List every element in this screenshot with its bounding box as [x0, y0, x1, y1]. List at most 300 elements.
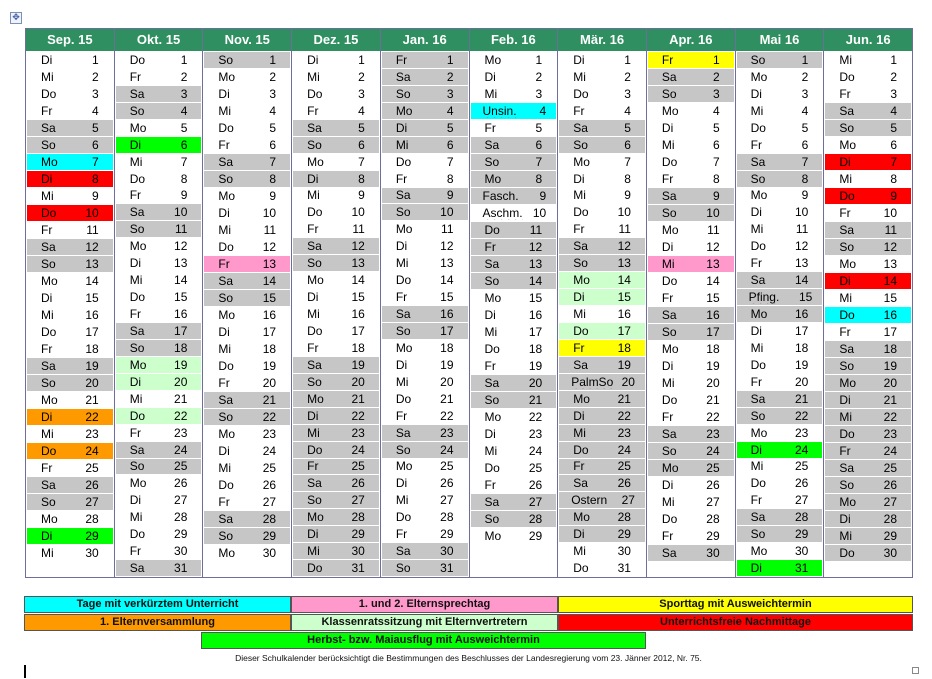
day-cell: [204, 120, 290, 137]
day-cell: [293, 272, 379, 289]
day-cell: [471, 290, 557, 307]
weekday-label: So: [484, 393, 500, 407]
day-number: 18: [351, 340, 365, 355]
weekday-label: Do: [307, 86, 323, 101]
day-cell: [382, 492, 468, 509]
day-number: 25: [617, 459, 631, 474]
day-number: 2: [180, 69, 188, 84]
weekday-label: Do: [395, 273, 412, 288]
weekday-label: Sa: [218, 512, 234, 526]
day-cell: [825, 375, 911, 392]
day-cell: [293, 188, 379, 205]
day-cell: [293, 238, 379, 255]
day-number: 21: [440, 391, 454, 406]
day-cell: [382, 204, 468, 221]
day-number: 12: [528, 240, 543, 254]
weekday-label: Sa: [661, 546, 677, 560]
day-number: 4: [712, 104, 720, 118]
day-cell: [293, 221, 379, 238]
day-number: 3: [535, 87, 543, 101]
weekday-label: Sa: [573, 120, 588, 135]
weekday-label: Di: [839, 274, 851, 288]
weekday-label: Di: [307, 290, 319, 305]
weekday-label: Sa: [307, 357, 322, 372]
day-cell: [559, 408, 645, 425]
day-cell: [648, 86, 734, 103]
day-number: 30: [440, 544, 454, 559]
day-number: 30: [262, 546, 277, 560]
weekday-label: Mo: [218, 189, 236, 203]
day-number: 14: [706, 274, 720, 288]
day-cell: [293, 52, 379, 69]
day-cell: [471, 460, 557, 477]
weekday-label: Do: [484, 223, 500, 237]
day-cell: [737, 52, 823, 69]
day-cell: [116, 475, 202, 492]
day-cell: [382, 357, 468, 374]
day-cell: [116, 171, 202, 188]
weekday-label: So: [839, 121, 855, 135]
day-cell: [648, 205, 734, 222]
weekday-label: Sa: [661, 70, 677, 84]
day-cell: [737, 154, 823, 171]
day-number: 17: [440, 323, 454, 338]
weekday-label: Di: [395, 357, 408, 372]
day-cell: [204, 528, 290, 545]
weekday-label: Do: [41, 325, 57, 339]
day-cell: [382, 188, 468, 205]
weekday-label: Di: [395, 120, 408, 135]
day-number: 27: [174, 493, 188, 508]
month-column: [291, 29, 380, 577]
day-number: 1: [712, 53, 720, 67]
day-cell: [116, 560, 202, 577]
day-cell: [293, 560, 379, 577]
day-number: 18: [528, 342, 543, 356]
weekday-label: Fr: [484, 478, 496, 492]
day-number: 2: [358, 69, 365, 84]
weekday-label: Sa: [839, 342, 855, 356]
day-number: 18: [85, 342, 99, 356]
day-number: 2: [269, 70, 277, 84]
weekday-label: Mi: [750, 340, 764, 355]
weekday-label: Mi: [129, 510, 143, 525]
day-number: 10: [532, 206, 547, 220]
day-cell: [825, 188, 911, 205]
day-number: 14: [883, 274, 898, 288]
day-cell: [204, 460, 290, 477]
weekday-label: Sa: [41, 359, 56, 373]
day-cell: [825, 120, 911, 137]
weekday-label: Mo: [307, 510, 324, 525]
day-number: 11: [263, 223, 277, 237]
day-number: 5: [358, 120, 365, 135]
day-cell: [559, 306, 645, 323]
day-cell: [825, 528, 911, 545]
day-cell: [825, 392, 911, 409]
weekday-label: Mi: [661, 495, 675, 509]
footnote: Dieser Schulkalender berücksichtigt die Bestimmungen des Beschlusses der Landesregierung vom 23. Jänner 2012, Nr. 75.: [235, 653, 702, 663]
day-cell: [559, 52, 645, 69]
day-number: 9: [890, 189, 898, 203]
weekday-label: Do: [218, 359, 234, 373]
day-cell: [471, 86, 557, 103]
weekday-label: Fr: [484, 121, 496, 135]
day-number: 19: [174, 357, 188, 372]
day-number: 10: [351, 205, 365, 220]
weekday-label: Fr: [750, 493, 762, 508]
weekday-label: Di: [218, 325, 230, 339]
day-cell: [116, 323, 202, 340]
day-number: 1: [890, 53, 898, 67]
day-number: 3: [180, 86, 188, 101]
weekday-label: Sa: [839, 223, 855, 237]
weekday-label: Mi: [573, 544, 586, 559]
day-number: 2: [535, 70, 543, 84]
day-cell: [825, 137, 911, 154]
weekday-label: Mi: [41, 189, 54, 203]
day-cell: [27, 256, 113, 273]
day-cell: [825, 477, 911, 494]
day-cell: [559, 391, 645, 408]
day-number: 12: [174, 239, 188, 254]
weekday-label: PalmSo: [571, 374, 613, 389]
day-number: 10: [440, 205, 454, 220]
day-cell: [27, 409, 113, 426]
weekday-label: Mi: [395, 374, 409, 389]
day-number: 26: [794, 476, 809, 491]
weekday-label: Fr: [307, 222, 319, 237]
day-cell: [204, 545, 290, 562]
weekday-label: Fr: [484, 240, 496, 254]
day-number: 6: [180, 137, 188, 152]
day-number: 26: [262, 478, 277, 492]
day-cell: [648, 409, 734, 426]
day-cell: [116, 238, 202, 255]
day-number: 7: [712, 155, 720, 169]
weekday-label: Di: [750, 442, 762, 457]
day-cell: [737, 221, 823, 238]
weekday-label: Fr: [307, 340, 319, 355]
weekday-label: Di: [307, 52, 319, 67]
day-cell: [293, 69, 379, 86]
day-cell: [116, 154, 202, 171]
day-cell: [27, 171, 113, 188]
day-number: 2: [624, 69, 631, 84]
day-cell: [293, 289, 379, 306]
day-cell: [204, 69, 290, 86]
day-cell: [737, 492, 823, 509]
weekday-label: Do: [750, 357, 766, 372]
weekday-label: Di: [484, 70, 496, 84]
day-number: 27: [528, 495, 543, 509]
day-cell: [382, 391, 468, 408]
day-number: 9: [539, 189, 547, 203]
day-number: 7: [446, 154, 454, 169]
day-cell: [648, 171, 734, 188]
month-header: Dez. 15: [292, 29, 380, 52]
day-number: 21: [617, 391, 631, 406]
day-number: 16: [528, 308, 543, 322]
day-number: 20: [621, 374, 635, 389]
weekday-label: Di: [129, 256, 142, 271]
day-number: 24: [794, 442, 809, 457]
day-cell: [737, 204, 823, 221]
day-cell: [471, 188, 557, 205]
weekday-label: Sa: [129, 205, 145, 220]
day-cell: [471, 154, 557, 171]
weekday-label: Di: [41, 529, 53, 543]
day-cell: [27, 69, 113, 86]
day-cell: [204, 511, 290, 528]
day-cell: [825, 86, 911, 103]
day-number: 29: [262, 529, 277, 543]
day-number: 15: [440, 290, 454, 305]
day-cell: [382, 255, 468, 272]
day-cell: [737, 188, 823, 205]
weekday-label: Ostern: [571, 493, 608, 508]
weekday-label: Fr: [750, 256, 762, 271]
day-number: 31: [617, 561, 631, 576]
day-number: 24: [174, 442, 188, 457]
day-cell: [559, 272, 645, 289]
day-cell: [737, 408, 823, 425]
weekday-label: Sa: [484, 257, 500, 271]
weekday-label: Unsin.: [482, 104, 517, 118]
day-number: 8: [358, 171, 365, 186]
day-number: 22: [85, 410, 99, 424]
day-cell: [737, 357, 823, 374]
day-number: 6: [358, 137, 365, 152]
weekday-label: Sa: [129, 442, 145, 457]
day-number: 11: [618, 222, 631, 237]
weekday-label: Do: [750, 120, 766, 135]
weekday-label: Di: [573, 171, 585, 186]
weekday-label: So: [395, 86, 411, 101]
day-cell: [559, 86, 645, 103]
weekday-label: Di: [41, 172, 53, 186]
weekday-label: Fr: [218, 495, 230, 509]
day-cell: [648, 443, 734, 460]
day-number: 18: [706, 342, 720, 356]
weekday-label: Do: [129, 290, 146, 305]
weekday-label: So: [750, 408, 766, 423]
weekday-label: Di: [41, 291, 53, 305]
day-cell: [825, 358, 911, 375]
day-number: 23: [174, 425, 188, 440]
day-number: 10: [617, 205, 631, 220]
day-number: 21: [883, 393, 898, 407]
day-number: 12: [262, 240, 277, 254]
day-number: 1: [358, 52, 365, 67]
day-number: 23: [617, 425, 631, 440]
day-number: 16: [351, 307, 365, 322]
weekday-label: Di: [573, 527, 585, 542]
day-cell: [559, 137, 645, 154]
weekday-label: Pfing.: [748, 290, 780, 305]
day-cell: [204, 103, 290, 120]
day-cell: [293, 120, 379, 137]
weekday-label: Do: [129, 171, 146, 186]
weekday-label: Mo: [395, 340, 413, 355]
day-cell: [293, 154, 379, 171]
weekday-label: Do: [307, 205, 323, 220]
weekday-label: Mi: [573, 307, 586, 322]
day-number: 15: [883, 291, 898, 305]
day-cell: [27, 273, 113, 290]
day-cell: [116, 272, 202, 289]
day-cell: [648, 222, 734, 239]
weekday-label: So: [218, 410, 234, 424]
legend-class-council: Klassenratssitzung mit Elternvertretern: [291, 614, 558, 631]
weekday-label: Di: [218, 206, 230, 220]
day-cell: [737, 340, 823, 357]
day-cell: [204, 392, 290, 409]
weekday-label: Fr: [129, 188, 142, 203]
day-number: 4: [92, 104, 99, 118]
weekday-label: Mi: [839, 172, 852, 186]
day-number: 13: [85, 257, 99, 271]
day-cell: [471, 69, 557, 86]
day-number: 11: [529, 223, 543, 237]
day-number: 8: [92, 172, 99, 186]
day-number: 3: [890, 87, 898, 101]
weekday-label: Fr: [41, 223, 53, 237]
day-number: 25: [706, 461, 720, 475]
table-move-handle-icon[interactable]: ✥: [10, 12, 22, 24]
day-number: 7: [180, 154, 188, 169]
weekday-label: Fr: [661, 53, 674, 67]
day-number: 5: [180, 120, 188, 135]
day-cell: [471, 392, 557, 409]
weekday-label: Sa: [129, 561, 145, 576]
day-cell: [116, 340, 202, 357]
day-number: 25: [174, 459, 188, 474]
weekday-label: Mi: [129, 154, 143, 169]
day-number: 19: [351, 357, 365, 372]
day-cell: [737, 459, 823, 476]
weekday-label: Mo: [41, 393, 58, 407]
weekday-label: Mi: [839, 53, 852, 67]
day-cell: [382, 171, 468, 188]
day-cell: [382, 459, 468, 476]
table-resize-handle[interactable]: [912, 667, 919, 674]
weekday-label: Sa: [484, 495, 500, 509]
day-cell: [204, 222, 290, 239]
weekday-label: So: [41, 138, 56, 152]
day-cell: [116, 204, 202, 221]
day-cell: [204, 188, 290, 205]
day-number: 13: [883, 257, 898, 271]
month-header: Sep. 15: [26, 29, 114, 52]
weekday-label: So: [484, 274, 500, 288]
legend-parent-consultation: 1. und 2. Elternsprechtag: [291, 596, 558, 613]
weekday-label: Sa: [395, 307, 411, 322]
weekday-label: Do: [129, 408, 146, 423]
weekday-label: Sa: [395, 188, 411, 203]
day-cell: [116, 374, 202, 391]
weekday-label: Do: [661, 393, 678, 407]
day-cell: [648, 494, 734, 511]
weekday-label: Di: [750, 323, 762, 338]
day-cell: [648, 341, 734, 358]
weekday-label: Do: [573, 442, 589, 457]
day-number: 11: [884, 223, 898, 237]
day-cell: [648, 256, 734, 273]
day-number: 17: [85, 325, 99, 339]
weekday-label: Mo: [41, 512, 58, 526]
weekday-label: Fr: [129, 425, 142, 440]
day-number: 2: [801, 69, 809, 84]
day-cell: [27, 307, 113, 324]
day-cell: [382, 272, 468, 289]
day-number: 5: [624, 120, 631, 135]
day-number: 16: [617, 307, 631, 322]
day-number: 2: [92, 70, 99, 84]
weekday-label: So: [395, 323, 411, 338]
weekday-label: Fr: [41, 461, 53, 475]
weekday-label: Di: [661, 121, 674, 135]
day-cell: [471, 341, 557, 358]
weekday-label: Sa: [839, 461, 855, 475]
weekday-label: Fr: [307, 459, 319, 474]
weekday-label: Mo: [41, 274, 58, 288]
day-cell: [382, 374, 468, 391]
day-number: 5: [269, 121, 277, 135]
day-number: 5: [801, 120, 809, 135]
day-cell: [471, 137, 557, 154]
day-cell: [382, 425, 468, 442]
day-number: 25: [883, 461, 898, 475]
weekday-label: Di: [573, 290, 585, 305]
day-cell: [471, 307, 557, 324]
weekday-label: So: [395, 561, 411, 576]
weekday-label: Do: [573, 205, 589, 220]
weekday-label: Mo: [573, 273, 590, 288]
day-number: 10: [706, 206, 720, 220]
weekday-label: Sa: [129, 86, 145, 101]
weekday-label: Sa: [484, 376, 500, 390]
weekday-label: Sa: [395, 69, 411, 84]
weekday-label: Mi: [573, 69, 586, 84]
weekday-label: So: [218, 529, 234, 543]
day-number: 27: [262, 495, 277, 509]
day-cell: [559, 204, 645, 221]
weekday-label: Fr: [41, 342, 53, 356]
day-number: 11: [441, 222, 454, 237]
weekday-label: So: [750, 52, 766, 67]
weekday-label: Do: [41, 206, 57, 220]
weekday-label: Sa: [750, 391, 766, 406]
day-number: 26: [85, 478, 99, 492]
weekday-label: Fr: [395, 408, 408, 423]
day-number: 22: [528, 410, 543, 424]
day-number: 17: [883, 325, 898, 339]
day-cell: [737, 137, 823, 154]
weekday-label: Do: [307, 442, 323, 457]
day-cell: [737, 69, 823, 86]
weekday-label: Do: [41, 444, 57, 458]
day-cell: [471, 494, 557, 511]
day-cell: [825, 222, 911, 239]
day-number: 6: [712, 138, 720, 152]
weekday-label: Sa: [218, 393, 234, 407]
weekday-label: Fr: [218, 257, 230, 271]
day-number: 14: [351, 273, 365, 288]
weekday-label: Fr: [218, 376, 230, 390]
day-cell: [737, 425, 823, 442]
weekday-label: So: [839, 359, 855, 373]
